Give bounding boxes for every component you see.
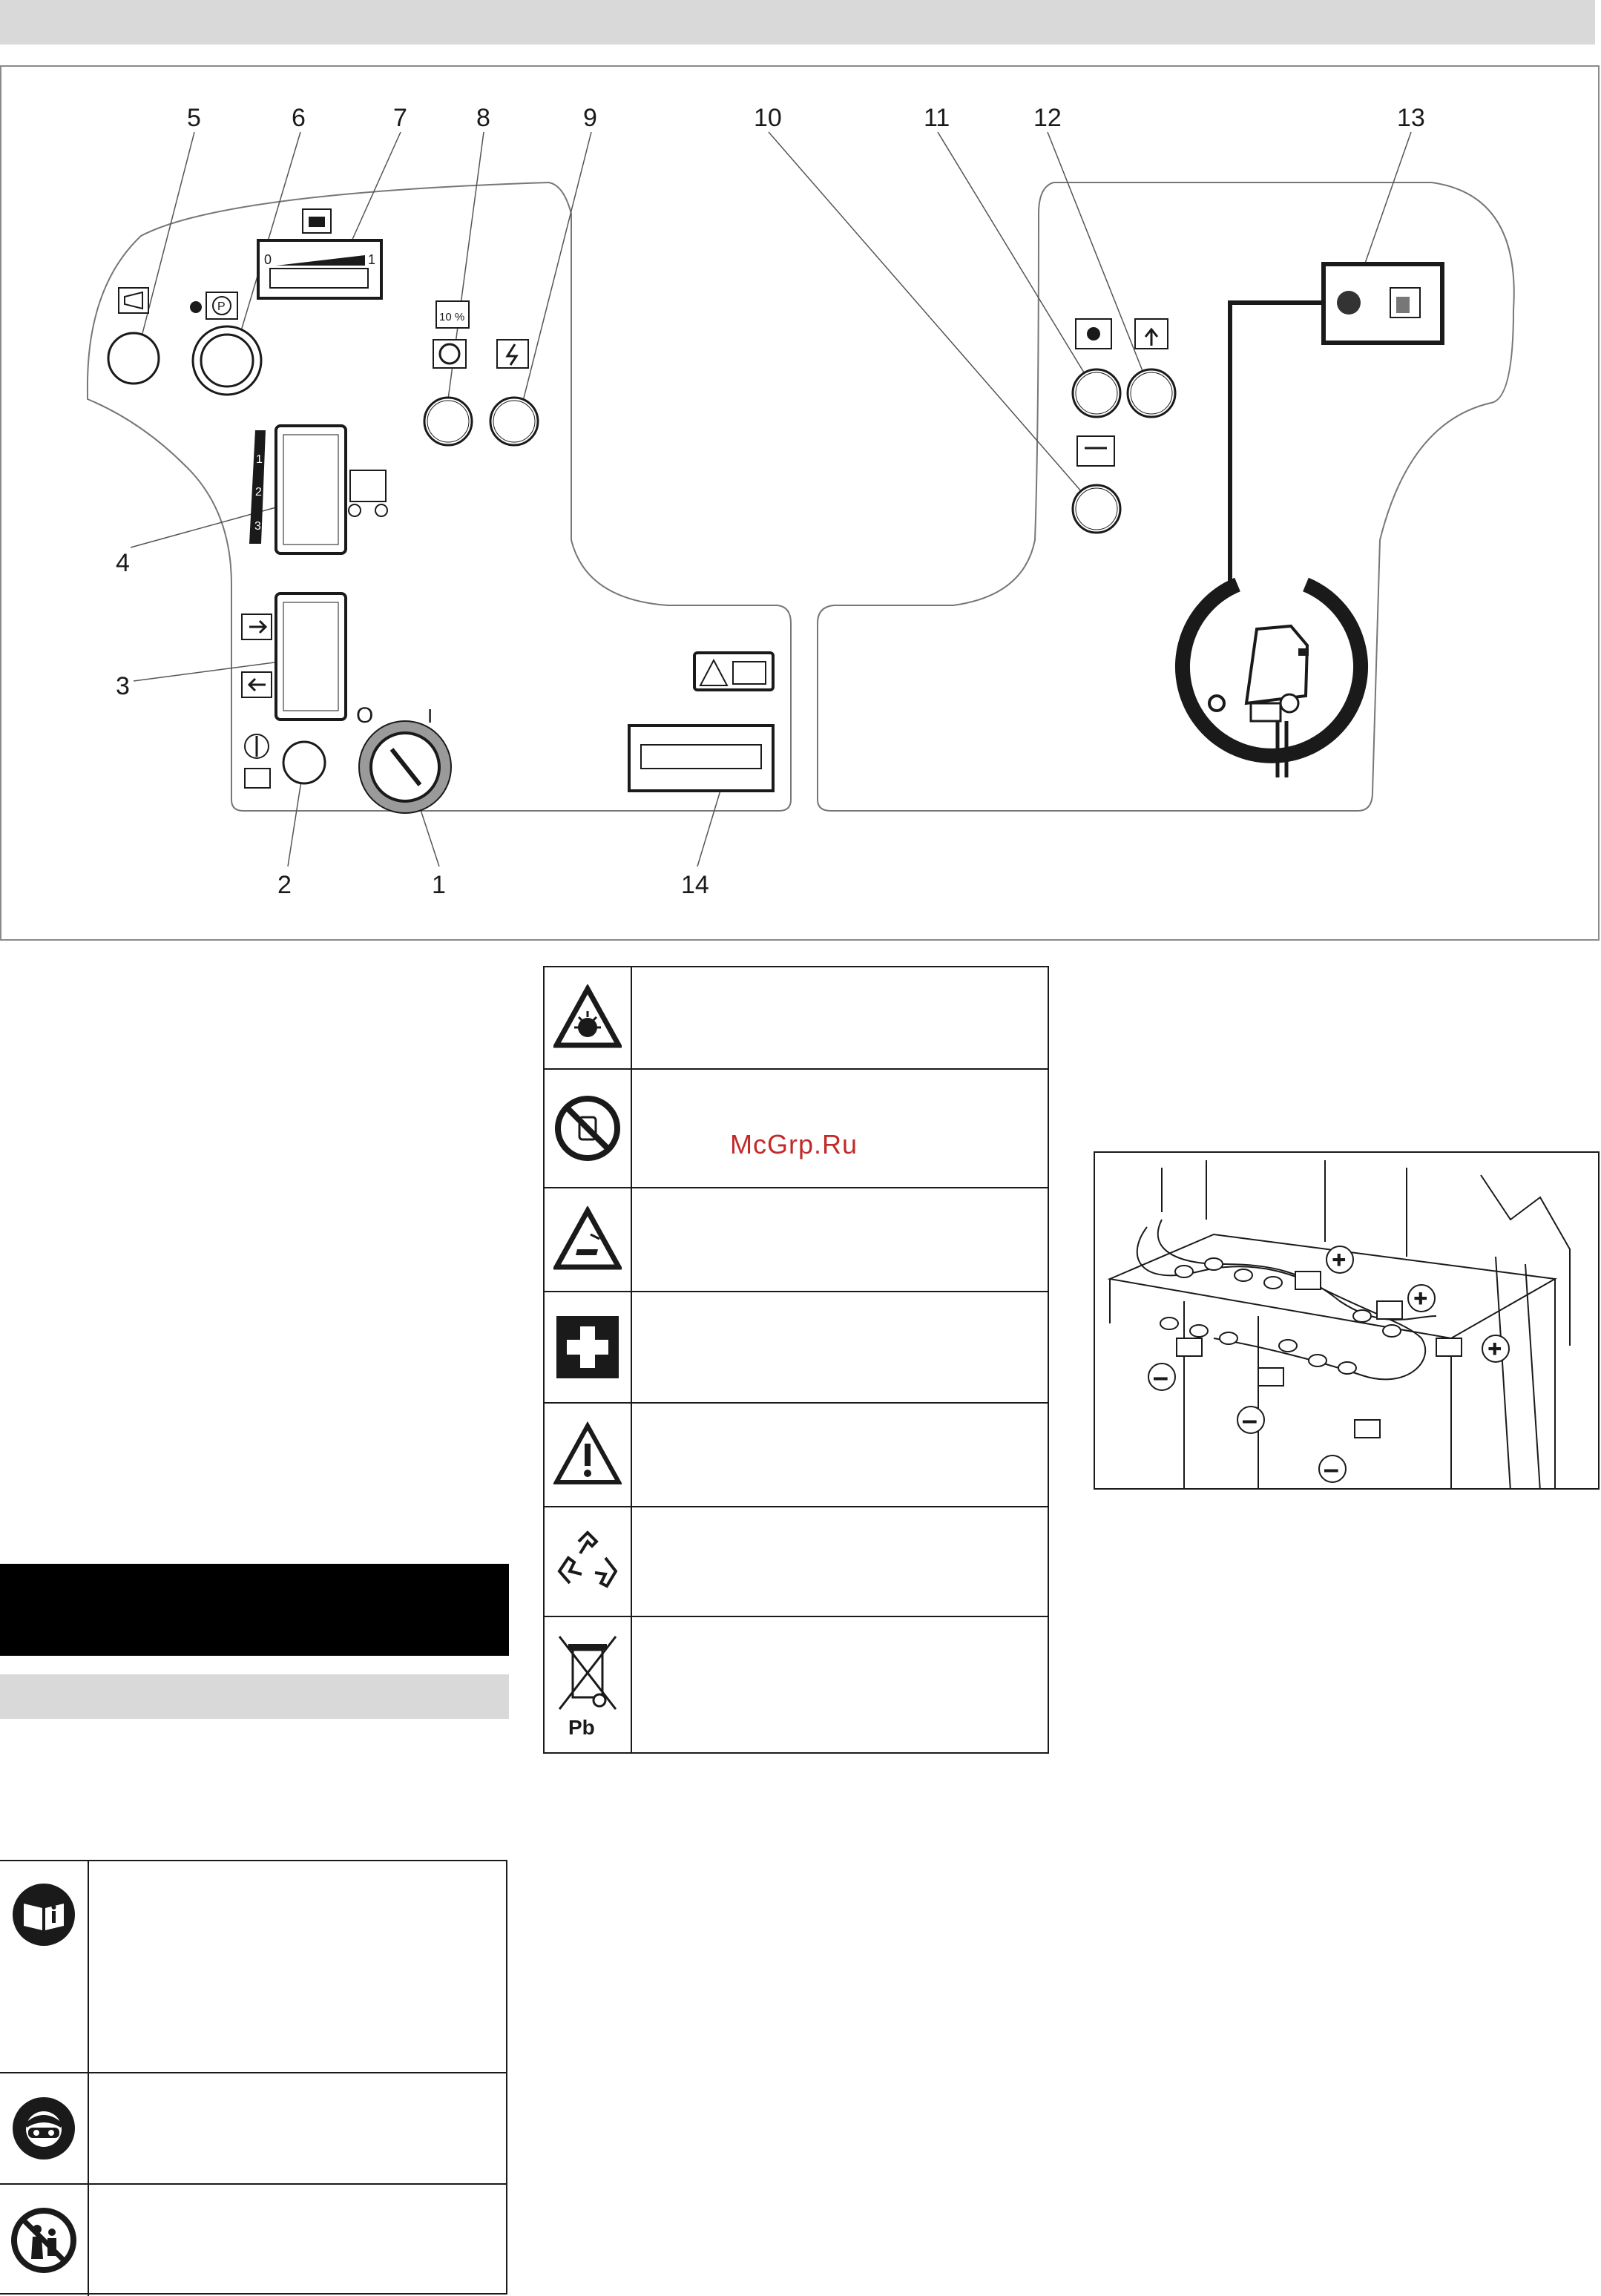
- work-light-button[interactable]: [1073, 369, 1120, 417]
- minus-terminal-1: –: [1154, 1365, 1167, 1389]
- wear-goggles-icon: [10, 2095, 77, 2162]
- callout-7: 7: [393, 104, 407, 132]
- key-on-label: I: [427, 705, 433, 727]
- symbol-row-recycle: [545, 1507, 1048, 1617]
- ignition-key-switch[interactable]: [359, 721, 451, 813]
- svg-text:10 %: 10 %: [439, 311, 465, 323]
- plus-terminal-1: +: [1332, 1248, 1346, 1272]
- electrical-fault-lamp[interactable]: [490, 398, 538, 445]
- keep-children-away-icon: [10, 2207, 77, 2274]
- gauge-min-label: 0: [264, 252, 272, 267]
- svg-text:P: P: [217, 300, 226, 313]
- recycle-icon: [553, 1528, 622, 1595]
- svg-text:1: 1: [256, 453, 263, 466]
- callout-6: 6: [292, 104, 306, 132]
- drive-mode-icon: [245, 734, 270, 788]
- ppe-row-manual: [0, 1861, 506, 2073]
- symbol-row-warning: [545, 1404, 1048, 1507]
- horn-button[interactable]: [108, 333, 159, 384]
- gauge-max-label: 1: [368, 252, 376, 267]
- callout-5: 5: [187, 104, 201, 132]
- plus-terminal-2: +: [1414, 1286, 1427, 1311]
- parking-brake-button[interactable]: [193, 326, 261, 395]
- symbol-row-explosion: [545, 967, 1048, 1070]
- explosion-warning-icon: [553, 984, 622, 1051]
- battery-connection-illustration: [1094, 1151, 1600, 1490]
- callout-9: 9: [583, 104, 597, 132]
- container-lift-icon: [1135, 319, 1168, 349]
- watermark-text: McGrp.Ru: [730, 1129, 858, 1159]
- left-dashboard-outline: [88, 182, 791, 811]
- callout-1: 1: [432, 871, 446, 899]
- minus-terminal-3: –: [1325, 1457, 1338, 1481]
- safety-symbols-table: [543, 966, 1049, 1754]
- symbol-row-disposal: [545, 1617, 1048, 1752]
- speed-rocker-switch[interactable]: [276, 426, 346, 553]
- svg-text:2: 2: [255, 486, 262, 499]
- electrical-fault-icon: [497, 340, 528, 368]
- speed-range-icon: [249, 430, 266, 544]
- tractor-slow-icon: [349, 470, 387, 516]
- plus-terminal-3: +: [1488, 1337, 1502, 1361]
- callout-11: 11: [924, 104, 950, 132]
- svg-text:3: 3: [254, 520, 261, 533]
- container-lift-button[interactable]: [1128, 369, 1175, 417]
- callout-12: 12: [1033, 104, 1062, 132]
- container-tip-icon: [1390, 288, 1420, 318]
- operating-hours-counter: [629, 726, 773, 791]
- crossed-bin-lead-icon: [552, 1629, 623, 1740]
- callout-14: 14: [681, 871, 709, 899]
- slope-indicator-icon: [433, 301, 469, 368]
- direction-rocker-switch[interactable]: [276, 593, 346, 720]
- container-empty-button[interactable]: [1337, 291, 1361, 315]
- ppe-symbols-table: [0, 1860, 507, 2295]
- symbol-row-acid: [545, 1188, 1048, 1292]
- callout-4: 4: [116, 549, 130, 577]
- ppe-row-children: [0, 2185, 506, 2296]
- forward-drive-icon: [242, 614, 272, 639]
- drive-enable-button[interactable]: [283, 742, 325, 783]
- reverse-drive-icon: [242, 672, 272, 697]
- callout-2: 2: [277, 871, 292, 899]
- sweeper-brush-icon: [1077, 436, 1114, 466]
- general-warning-icon: [553, 1421, 622, 1488]
- sweeper-brush-button[interactable]: [1073, 485, 1120, 533]
- minus-terminal-2: –: [1243, 1408, 1256, 1432]
- ppe-row-goggles: [0, 2073, 506, 2185]
- section-heading-bar: [0, 1564, 509, 1656]
- subsection-heading-bar: [0, 1674, 509, 1719]
- drive-warning-lamp[interactable]: [424, 398, 472, 445]
- sweeper-program-selector[interactable]: [1183, 585, 1361, 777]
- callout-3: 3: [116, 672, 130, 700]
- battery-charge-gauge: [258, 209, 381, 298]
- first-aid-icon: [555, 1315, 620, 1380]
- horn-icon: [119, 288, 148, 313]
- callout-10: 10: [754, 104, 782, 132]
- callout-8: 8: [476, 104, 490, 132]
- lead-label: Pb: [568, 1716, 595, 1739]
- control-panel-diagram: [0, 65, 1601, 941]
- no-fire-icon: [554, 1095, 621, 1162]
- work-light-icon: [1076, 319, 1111, 349]
- acid-warning-icon: [553, 1206, 622, 1273]
- read-manual-warning-label: [694, 653, 773, 690]
- parking-brake-icon: [190, 292, 237, 319]
- key-off-label: O: [356, 703, 374, 728]
- read-manual-icon: [10, 1881, 77, 1948]
- callout-13: 13: [1397, 104, 1425, 132]
- symbol-row-first-aid: [545, 1292, 1048, 1404]
- page-header-bar: [0, 0, 1595, 45]
